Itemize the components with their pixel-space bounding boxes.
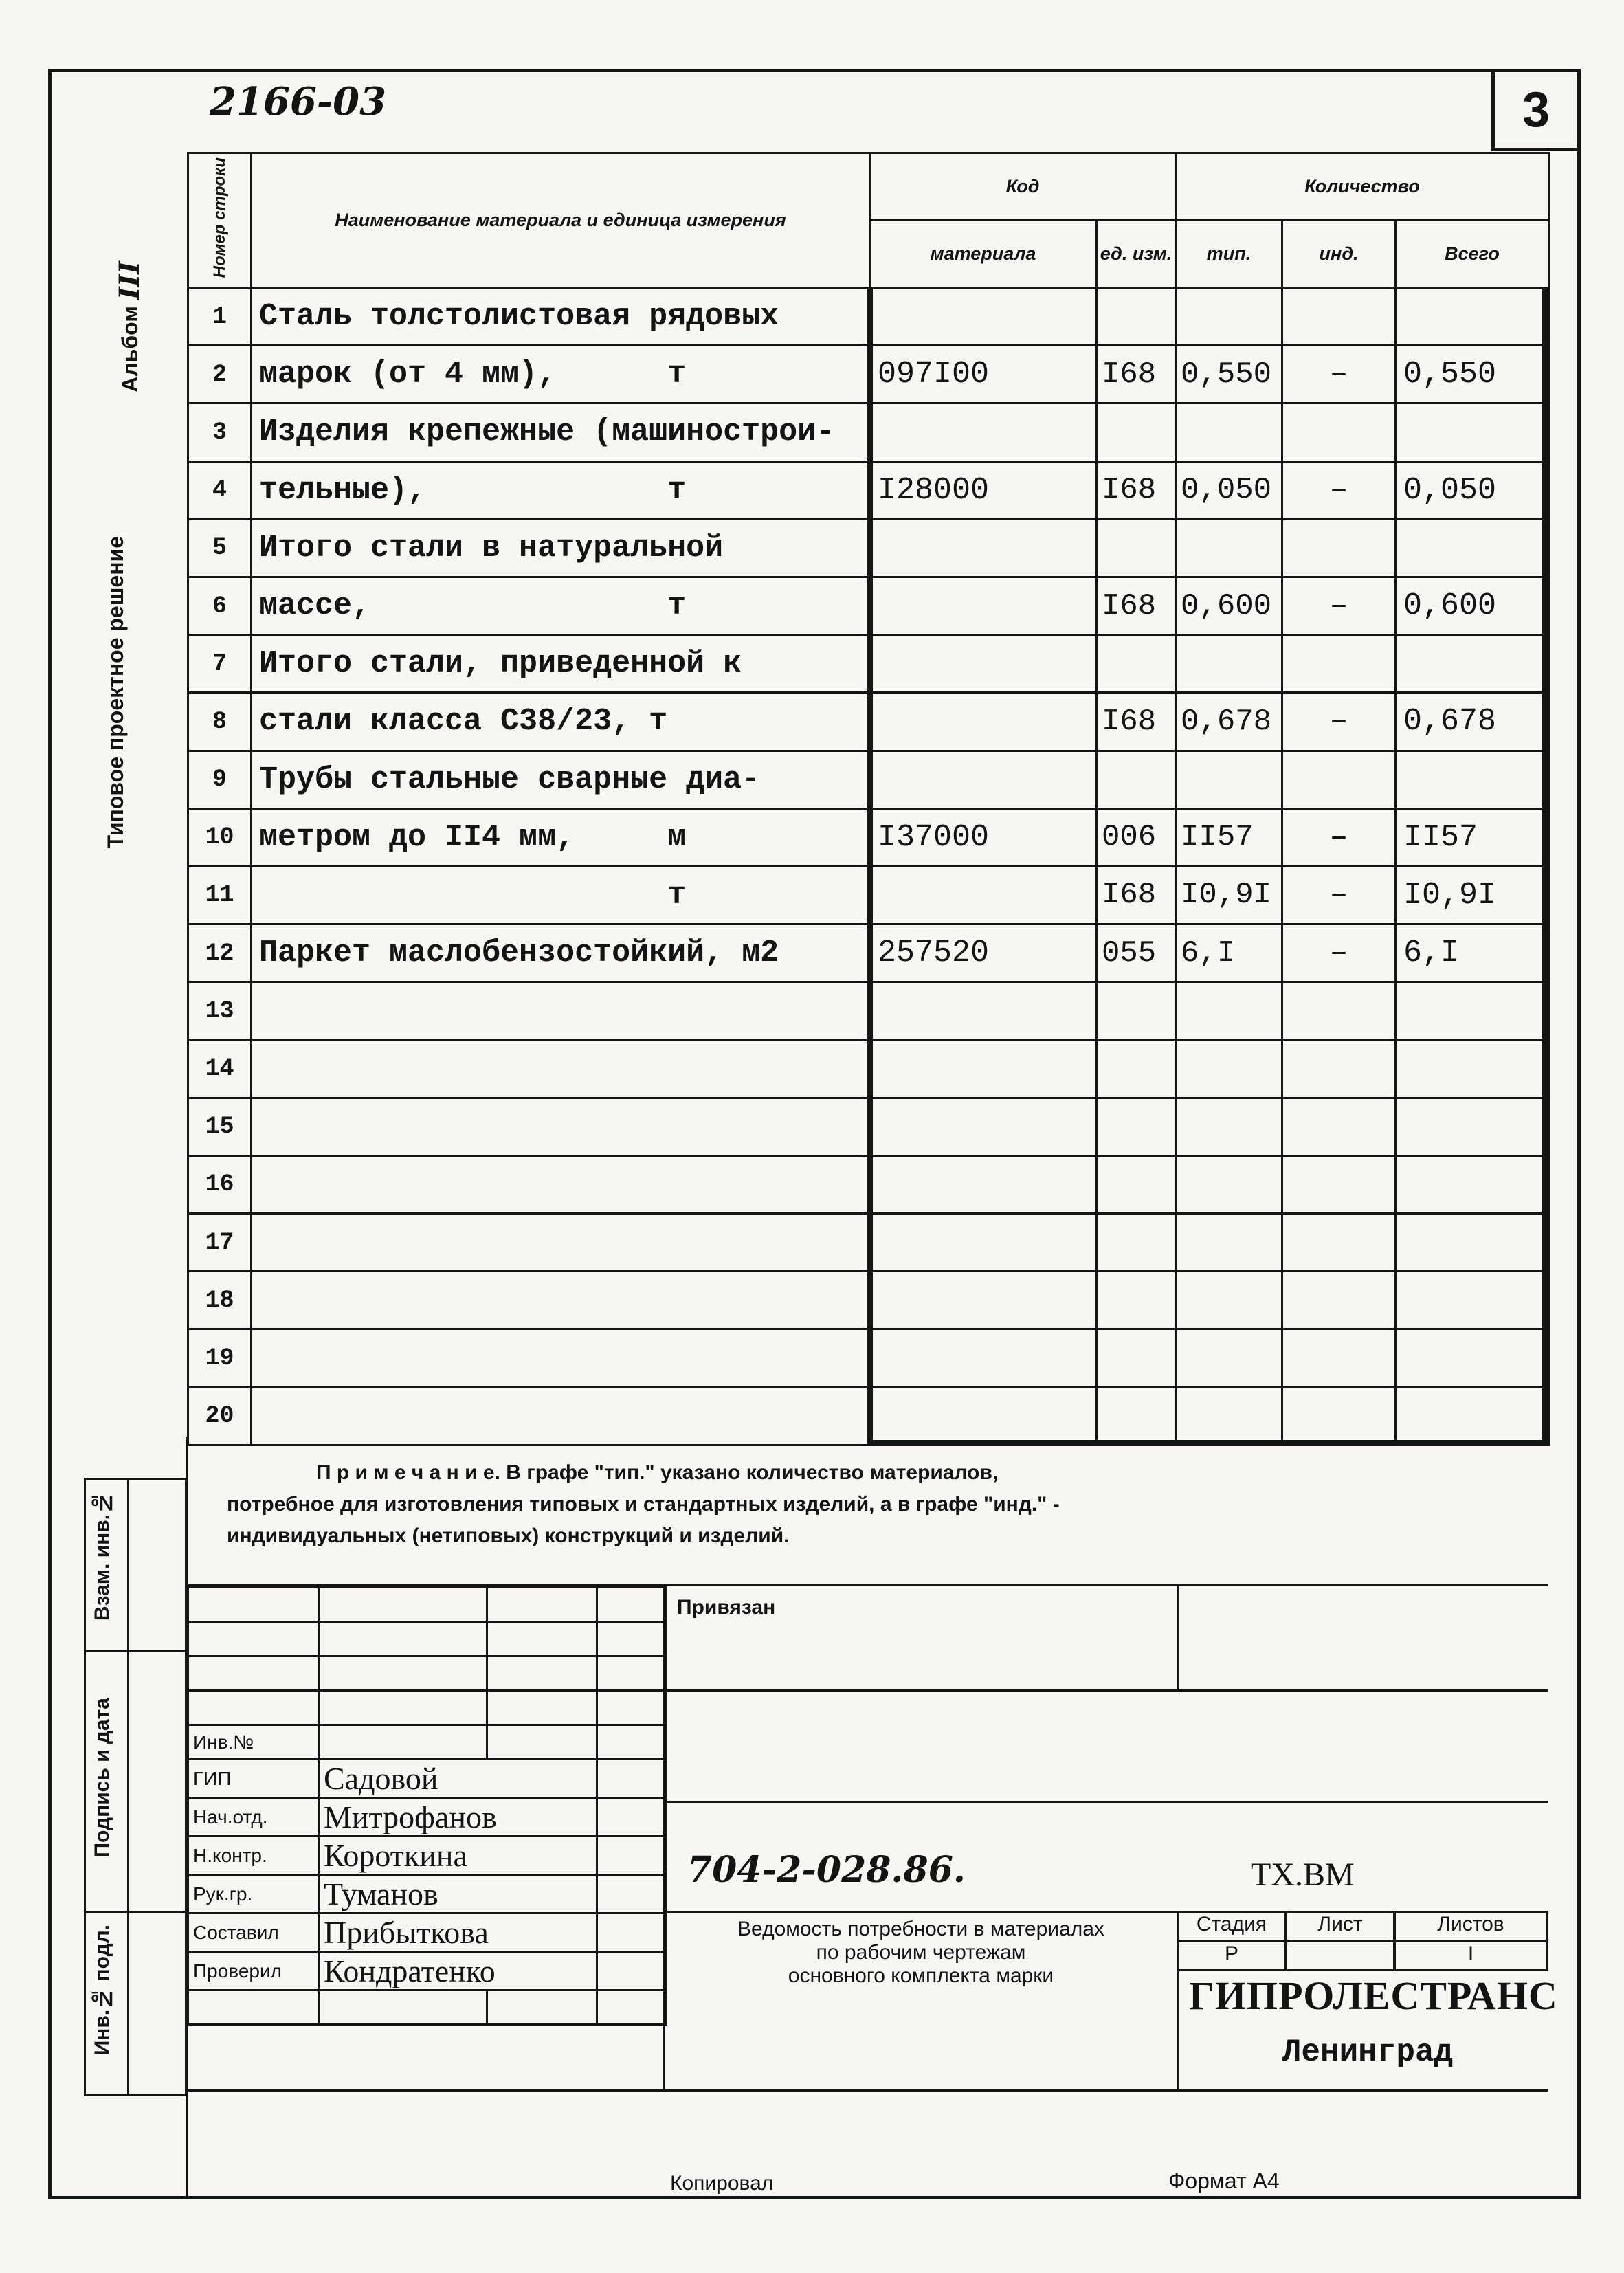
row-number: 16 <box>188 1155 252 1213</box>
material-name: Итого стали в натуральной <box>252 519 870 577</box>
row-number: 11 <box>188 866 252 924</box>
signature-date <box>597 1798 666 1837</box>
signature-table <box>187 1586 667 2026</box>
signature-blank-row <box>188 1991 666 2025</box>
inventory-number: 2166-03 <box>210 79 387 124</box>
unit-code: 006 <box>1097 808 1176 866</box>
row-number: 19 <box>188 1329 252 1387</box>
signature-role: Проверил <box>188 1952 319 1991</box>
material-name: Итого стали, приведенной к <box>252 635 870 693</box>
row-number: 17 <box>188 1214 252 1272</box>
signature-role: Составил <box>188 1914 319 1952</box>
qty-ind: – <box>1282 924 1396 982</box>
material-code: 257520 <box>870 924 1097 982</box>
header-code-unit: ед. изм. <box>1097 221 1176 288</box>
row-number: 8 <box>188 693 252 751</box>
unit-code: 055 <box>1097 924 1176 982</box>
signature-name: Короткина <box>319 1837 597 1875</box>
page-number-box <box>1491 69 1581 151</box>
qty-typ: 0,050 <box>1176 461 1282 519</box>
qty-ind: – <box>1282 693 1396 751</box>
signature-role: Н.контр. <box>188 1837 319 1875</box>
header-quantity: Количество <box>1176 153 1549 221</box>
row-number: 5 <box>188 519 252 577</box>
material-name <box>252 1214 870 1272</box>
title-block-bottom-line <box>187 2089 1548 2092</box>
signature-row <box>188 1914 666 1952</box>
sheet-value <box>1285 1940 1395 1971</box>
material-name <box>252 1098 870 1155</box>
material-code: I28000 <box>870 461 1097 519</box>
material-name <box>252 982 870 1040</box>
unit-code: I68 <box>1097 346 1176 403</box>
side-stamp-h1 <box>84 1650 187 1652</box>
material-name: метром до II4 мм, м <box>252 808 870 866</box>
qty-total: 0,050 <box>1396 461 1549 519</box>
note-text: П р и м е ч а н и е. В графе "тип." указано количество материалов, потребное для изготовления типовых и стандартных изделий, а в графе "инд." - индивидуальных (нетиповых) конструкций и изделий. <box>227 1461 1060 1547</box>
title-block-right-divider <box>1177 1584 1179 1691</box>
qty-typ: 0,678 <box>1176 693 1282 751</box>
qty-total: 0,678 <box>1396 693 1549 751</box>
material-name: т <box>252 866 870 924</box>
signature-blank-row <box>188 1588 666 1622</box>
signature-date <box>597 1837 666 1875</box>
material-name: массе, т <box>252 577 870 634</box>
material-name: тельные), т <box>252 461 870 519</box>
inv-number-row: Инв.№ <box>188 1725 666 1760</box>
album-label: Альбом III <box>113 261 146 392</box>
sheets-label: Листов <box>1394 1911 1548 1942</box>
row-number: 12 <box>188 924 252 982</box>
sheets-value: I <box>1394 1940 1548 1971</box>
sheet-label: Лист <box>1285 1911 1395 1942</box>
signature-name: Прибыткова <box>319 1914 597 1952</box>
unit-code: I68 <box>1097 577 1176 634</box>
material-name: Трубы стальные сварные диа- <box>252 751 870 808</box>
signature-role: Нач.отд. <box>188 1798 319 1837</box>
qty-ind: – <box>1282 346 1396 403</box>
material-name <box>252 1040 870 1098</box>
signature-date <box>597 1914 666 1952</box>
row-number: 2 <box>188 346 252 403</box>
material-name <box>252 1155 870 1213</box>
row-number: 9 <box>188 751 252 808</box>
row-number: 14 <box>188 1040 252 1098</box>
attached-label: Привязан <box>677 1596 776 1619</box>
material-name <box>252 1272 870 1329</box>
project-code: 704-2-028.86. <box>687 1849 966 1891</box>
signature-role: Рук.гр. <box>188 1875 319 1914</box>
signature-blank-row <box>188 1656 666 1691</box>
qty-total: II57 <box>1396 808 1549 866</box>
material-name: марок (от 4 мм), т <box>252 346 870 403</box>
signature-blank-row <box>188 1622 666 1656</box>
qty-typ: 0,600 <box>1176 577 1282 634</box>
qty-ind: – <box>1282 866 1396 924</box>
signature-date <box>597 1760 666 1798</box>
row-number: 15 <box>188 1098 252 1155</box>
signature-role: ГИП <box>188 1760 319 1798</box>
title-block-h2 <box>663 1801 1548 1803</box>
qty-total: 0,550 <box>1396 346 1549 403</box>
qty-typ: I0,9I <box>1176 866 1282 924</box>
series-label: Типовое проектное решение <box>103 536 128 849</box>
qty-typ: 6,I <box>1176 924 1282 982</box>
document-mark: ТХ.ВМ <box>1251 1856 1355 1893</box>
document-title: Ведомость потребности в материалах по рабочим чертежам основного комплекта марки <box>737 1918 1104 1987</box>
signature-row <box>188 1837 666 1875</box>
side-stamp-sign-date: Подпись и дата <box>91 1698 113 1858</box>
signature-name: Садовой <box>319 1760 597 1798</box>
row-number: 4 <box>188 461 252 519</box>
title-block-h1 <box>663 1689 1548 1692</box>
footer-copied: Копировал <box>670 2172 774 2195</box>
row-number: 10 <box>188 808 252 866</box>
signature-name: Митрофанов <box>319 1798 597 1837</box>
qty-ind: – <box>1282 808 1396 866</box>
header-qty-typ: тип. <box>1176 221 1282 288</box>
material-name <box>252 1387 870 1445</box>
qty-total: 6,I <box>1396 924 1549 982</box>
signature-blank-row <box>188 1691 666 1725</box>
footer-format: Формат А4 <box>1168 2169 1280 2193</box>
stage-label: Стадия <box>1177 1911 1287 1942</box>
signature-row <box>188 1760 666 1798</box>
signature-date <box>597 1952 666 1991</box>
signature-row <box>188 1875 666 1914</box>
signature-name: Туманов <box>319 1875 597 1914</box>
unit-code: I68 <box>1097 693 1176 751</box>
row-number: 13 <box>188 982 252 1040</box>
row-number: 6 <box>188 577 252 634</box>
material-code: I37000 <box>870 808 1097 866</box>
qty-total: 0,600 <box>1396 577 1549 634</box>
qty-total: I0,9I <box>1396 866 1549 924</box>
qty-ind: – <box>1282 461 1396 519</box>
signature-row <box>188 1798 666 1837</box>
material-name: Сталь толстолистовая рядовых <box>252 288 870 346</box>
unit-code: I68 <box>1097 461 1176 519</box>
material-name <box>252 1329 870 1387</box>
organization-city: Ленинград <box>1282 2034 1454 2070</box>
row-number: 18 <box>188 1272 252 1329</box>
row-number: 20 <box>188 1387 252 1445</box>
material-name: стали класса С38/23, т <box>252 693 870 751</box>
signature-date <box>597 1875 666 1914</box>
side-stamp-divider <box>127 1478 129 2096</box>
header-material-name: Наименование материала и единица измерения <box>252 153 870 288</box>
qty-ind: – <box>1282 577 1396 634</box>
page-number: 3 <box>1522 82 1550 137</box>
side-stamp-vzam: Взам. инв.№ <box>91 1492 113 1621</box>
qty-typ: II57 <box>1176 808 1282 866</box>
material-name: Паркет маслобензостойкий, м2 <box>252 924 870 982</box>
signature-name: Кондратенко <box>319 1952 597 1991</box>
side-stamp-h2 <box>84 1911 187 1913</box>
unit-code: I68 <box>1097 866 1176 924</box>
code-column-border <box>867 287 1548 1445</box>
side-stamp-inv-orig: Инв.№ подл. <box>91 1925 113 2056</box>
header-code-material: материала <box>870 221 1097 288</box>
row-number: 3 <box>188 403 252 461</box>
row-number: 1 <box>188 288 252 346</box>
header-qty-total: Всего <box>1396 221 1549 288</box>
stage-value: Р <box>1177 1940 1287 1971</box>
header-code: Код <box>870 153 1176 221</box>
header-qty-ind: инд. <box>1282 221 1396 288</box>
row-number: 7 <box>188 635 252 693</box>
signature-row <box>188 1952 666 1991</box>
material-code: 097I00 <box>870 346 1097 403</box>
qty-typ: 0,550 <box>1176 346 1282 403</box>
organization-name: ГИПРОЛЕСТРАНС <box>1189 1973 1558 2018</box>
material-name: Изделия крепежные (машинострои- <box>252 403 870 461</box>
header-row-number: Номер строки <box>188 153 252 288</box>
